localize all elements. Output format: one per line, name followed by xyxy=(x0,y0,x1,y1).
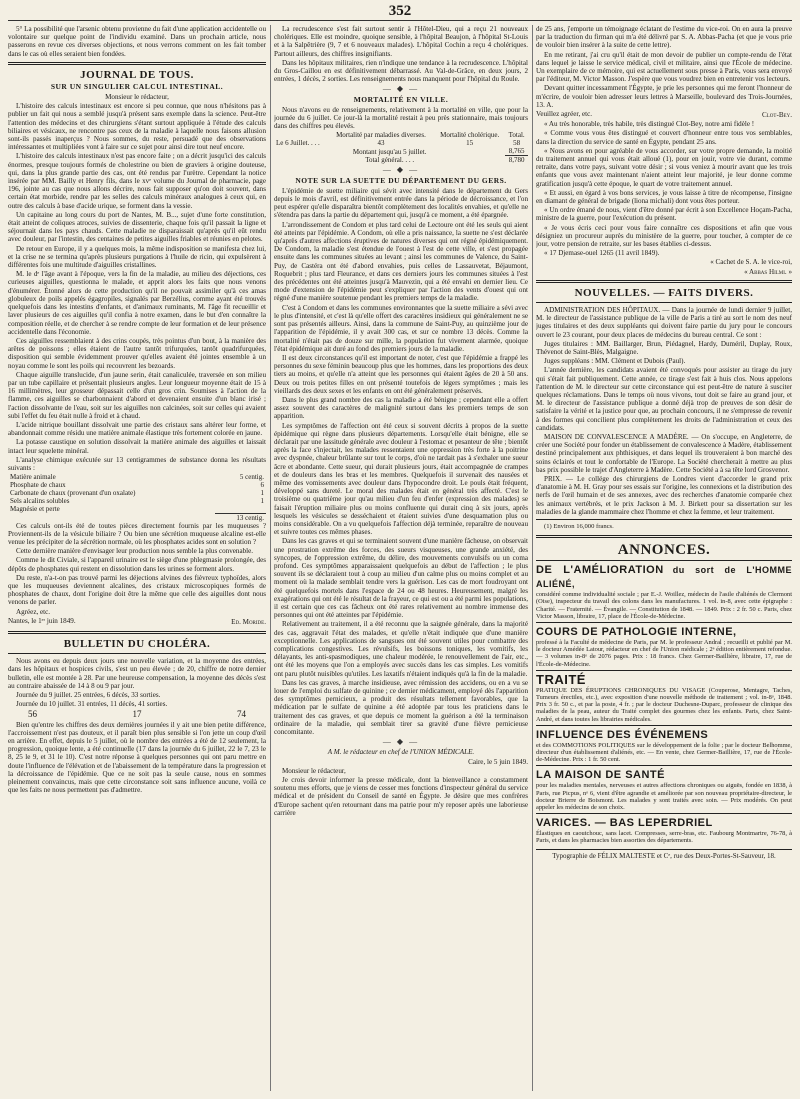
news-title: NOUVELLES. — FAITS DIVERS. xyxy=(574,286,754,299)
ad-headline: VARICES. — BAS LEPERDRIEL xyxy=(536,817,713,830)
analysis-label: Sels alcalins solubles xyxy=(10,497,70,506)
firman-paragraph: « 17 Djemase-ouel 1265 (11 avril 1849). xyxy=(544,249,660,258)
paragraph: Nous n'avons eu de renseignements, relativement à la mortalité en ville, que pour la journée du 6 juillet. Ce jour-là la mortalité restait à peu près stationnaire, mais toujours dans des chiffres peu élevés. xyxy=(274,105,528,131)
table-row xyxy=(8,505,266,513)
ads-title: ANNONCES. xyxy=(617,542,711,559)
mort-total-label: Total général. . . . xyxy=(365,156,415,165)
paragraph: ADMINISTRATION DES HÔPITAUX. — Dans la journée de lundi dernier 9 juillet, M. le directeur de l'assistance publique de la ville de Paris a tiré au sort le nom des neuf juges titulaires et des deux suppléants qui doivent faire partie du jury pour le concours ouvert le 23 courant, pour deux places de médecins du bureau central. Ce sont : xyxy=(536,305,792,339)
paragraph: MAISON DE CONVALESCENCE A MADÈRE. — On s'occupe, en Angleterre, de créer une Société pour fonder un établissement de convalescence à Madère, établissement destiné principalement aux phthisiques, et dans lequel ils trouveraient à bon marché des soins éclairés et tout le confortable de l'Europe. La Société chercherait à mettre au plus bas prix possible le trajet d'Angleterre à Madère. Cette Société a à sa tête lord Grosvenor. xyxy=(536,432,792,474)
article-title: SUR UN SINGULIER CALCUL INTESTINAL. xyxy=(50,81,224,91)
paragraph: Du reste, n'a-t-on pas trouvé parmi les déjections alvines des fièvreux typhoïdes, alors que les muqueuses deviennent alcalines, des cristaux microscopiques formés de phosphates de chaux, dont l'origine doit être la même que celle des aiguilles dont nous venons de parler. xyxy=(8,573,266,607)
closing: Agréez, etc. xyxy=(16,607,51,616)
paragraph: Comme le dit Civiale, si l'appareil urinaire est le siège d'une phlegmasie prolongée, des dépôts de phosphates qui restent en dissolution dans les urines se forment alors. xyxy=(8,556,266,573)
paragraph: L'analyse chimique exécutée sur 13 centigrammes de substance donna les résultats suivants : xyxy=(8,455,266,472)
total-exits: 74 xyxy=(237,709,246,720)
signature-name: Clot-Bey. xyxy=(762,111,792,120)
advertisement xyxy=(536,670,792,725)
ad-text: et des COMMOTIONS POLITIQUES sur le développement de la folie ; par le docteur Belhomme, directeur d'un établissement d'aliénés, etc. — En vente, chez Germer-Baillière, 17, rue de l'École-de-Médecine. Prix : 1 fr. 50 cent. xyxy=(536,741,792,764)
paragraph: De retour en Europe, il y a quelques mois, la même indisposition se manifesta chez lui, et la crise ne se termina qu'après plusieurs purgations à l'huile de ricin, qui expulsèrent à différentes fois une multitude d'aiguilles cristallines. xyxy=(8,244,266,270)
column-2 xyxy=(274,25,528,1091)
mort-value: 15 xyxy=(466,139,474,148)
paragraph: L'histoire des calculs intestinaux est encore si peu connue, que nous n'hésitons pas à publier un fait qui nous a semblé jusqu'à présent sans exemple dans la science. Peut-être l'attention des médecins et des chirurgiens s'étant surtout appliquée à l'étude des calculs biliaires et vésicaux, ne rencontre pas ceux de la maladie à laquelle nous faisons allusion sont-ils passés inaperçus ? Nous sommes, du reste, persuadé que des observations intéressantes et multipliées vont à faire sur ce sujet pour ainsi dire tout neuf encore. xyxy=(8,102,266,152)
analysis-label: Matière animale xyxy=(10,473,56,482)
mort-header: Total. xyxy=(508,131,525,140)
paragraph: Relativement au traitement, il a été reconnu que la saignée générale, dans la majorité des cas, aggravait l'état des malades, et qu'elle n'était indiquée que d'une manière exceptionnelle. Les applications de sangsues ont été souvent utiles pour combattre des complications congestives. Les révulsifs, les boissons toniques, les vomitifs, les délayants, les anti-spasmodiques, une chaleur modérée, le renouvellement de l'air, etc., ont été les moyens que l'on a employés avec succès dans les cas simples. Les vomitifs ont paru plutôt nuisibles qu'utiles. Les laxatifs n'étaient indiqués qu'à la fin de la maladie. xyxy=(274,620,528,678)
firman-paragraph: « Et aussi, en égard à vos bons services, je vous laisse à titre de récompense, l'insigne en diamant de général de brigade (liona michali) dont vous êtes porteur. xyxy=(536,188,792,206)
journal-title: JOURNAL DE TOUS. xyxy=(80,68,194,81)
analysis-value: 1 xyxy=(260,489,264,498)
ad-headline: COURS DE PATHOLOGIE INTERNE, xyxy=(536,625,737,638)
firman-signature: « Abbas Hilmi. » xyxy=(744,267,792,276)
advertisement xyxy=(536,765,792,813)
analysis-label: Magnésie et perte xyxy=(10,505,60,514)
table-row xyxy=(8,513,266,522)
advertisement xyxy=(536,813,792,846)
analysis-label: Carbonate de chaux (provenant d'un oxalate) xyxy=(10,489,136,498)
paragraph: Dans les cas graves, à marche insidieuse, avec rémission des accidens, ou en a vu se louer de l'emploi du sulfate de quinine ; ce dernier médicament, employé dès l'apparition des symptômes pernicieux, a produit des résultats tellement favorables, que la médication par le sulfate de quinine a été adoptée par tous les praticiens dans le traitement des cas graves, et que depuis ce moment la guérison a été la terminaison ordinaire de la maladie, qui semblait tirer sa gravité d'une fièvre pernicieuse concomitante. xyxy=(274,678,528,737)
table-row xyxy=(8,497,266,505)
paragraph: PRIX. — Le collége des chirurgiens de Londres vient d'accorder le grand prix d'anatomie à M. H. Gray pour ses essais sur l'origine, les connexions et la distribution des nerfs de l'œil humain et de ses annexes, avec des recherches d'anatomie comparée chez les animaux vertébrés, et le prix Jackson à M. J. Birkett pour sa dissertation sur les maladies de la glande mammaire chez l'homme et chez la femme, et leur traitement. xyxy=(536,474,792,516)
ad-headline: du sort de L'HOMME ALIÉNÉ, xyxy=(536,565,792,590)
table-row xyxy=(274,156,528,165)
table-row xyxy=(274,147,528,156)
mort-value: 43 xyxy=(377,139,385,148)
paragraph: C'est à Condom et dans les communes environnantes que la suette miliaire a sévi avec le plus d'intensité, et c'est là qu'elle offert des caractères insidieux qui généralement ne se sont pas présentés ailleurs. Ainsi, dans la commune de Saint-Puy, au quinzième jour de l'apparition de l'épidémie, il y avait 300 cas, et sur ce nombre 13 décès. Comme la mortalité n'était pas de douze sur mille, la population fut vivement alarmée, quoique l'état épidémique ait duré au fond des premiers jours de la maladie. xyxy=(274,303,528,353)
top-rule xyxy=(8,20,792,21)
letter-heading: A M. le rédacteur en chef de l'UNION MÉDICALE. xyxy=(327,748,475,757)
firman-paragraph: « Au très honorable, très habile, très distingué Clot-Bey, notre ami fidèle ! xyxy=(544,120,755,129)
ad-headline: TRAITÉ xyxy=(536,671,586,687)
paragraph: Ces aiguilles ressemblaient à des crins coupés, très pointus d'un bout, à la manière des arêtes de poissons ; elles étaient de l'autre tantôt trifurquées, tantôt quadrifurquées, disposition qui semble évidemment prouver qu'elles avaient été jointes ensemble à un noyau comme le sont les poils qui recouvrent les bezoards. xyxy=(8,336,266,370)
mort-sum-label: Montant jusqu'au 5 juillet. xyxy=(352,147,427,156)
paragraph: Cette dernière manière d'envisager leur production nous semble la plus convenable. xyxy=(16,547,254,556)
signature-name: Ed. Moride. xyxy=(231,617,266,626)
mort-row-label: Le 6 Juillet. . . . xyxy=(276,139,320,148)
paragraph: Devant quitter incessamment l'Égypte, je prie les personnes qui me feront l'honneur de m'écrire, de vouloir bien adresser leurs lettres à Marseille, boulevard des Trois-Journées, 13. A. xyxy=(536,84,792,109)
paragraph: Nous avons eu depuis deux jours une nouvelle variation, et la moyenne des entrées, dans les hôpitaux et hospices civils, s'est un peu élevée ; de 20, chiffre de notre dernier bulletin, elle est montée à 28. Par une heureuse compensation, la moyenne des décès s'est au contraire abaissée de 14 à 8 ou 9 par jour. xyxy=(8,657,266,690)
paragraph: Les symptômes de l'affection ont été ceux si souvent décrits à propos de la suette épidémique qui règne dans plusieurs départements. Lorsqu'elle était bénigne, elle se déclarait par une lassitude générale avec douleur à l'estomac et pesanteur de tête ; bientôt après la face s'injectait, les malades ressentaient une oppression très forte à la poitrine avec dyspnée, chaleur brûlante sur tout le corps, d'où ne tardait pas à s'exhaler une sueur âcre et abondante. Cette sueur, qui durait plusieurs jours, était accompagnée de crampes et de douleurs dans les bras et les membres. Quelquefois il survenait des nausées et même des vomissements avec douleur dans l'hypocondre droit. Le pouls était fréquent, développé sans dureté. Le moral des malades était en général très affecté. C'est le troisième ou quatrième jour qu'au milieu d'un feu d'enfer (expression des malades) se faisait l'éruption miliaire plus ou moins confluente qui durait cinq à six jours, après lesquels les vésicules se desséchaient et étaient suivies d'une desquamation plus ou moins considérable. On a vu quelquefois l'affection déjà terminée, reparaître de nouveau et suivre toutes ces mêmes phases. xyxy=(274,421,528,537)
paragraph: Dans les hôpitaux militaires, rien n'indique une tendance à la recrudescence. L'hôpital du Gros-Caillou en est définitivement débarrassé. Au Val-de-Grâce, en deux jours, 2 entrées, 1 décès, 2 sorties. Les renseignements nous manquent pour l'hôpital du Roule. xyxy=(274,58,528,84)
paragraph: La potasse caustique en solution dissolvait la matière animale des aiguilles et laissait intact leur squelette minéral. xyxy=(8,438,266,455)
newspaper-page xyxy=(8,3,792,1093)
firman-paragraph: « Nous avons en pour agréable de vous accorder, sur votre propre demande, la moitié du traitement annuel qui vous était alloué (1), pour en jouir, votre vie durant, comme retraite, dans votre pays, suivant votre désir ; si vous veniez à mourir avant que les trois enfants que vous avez maintenant n'aient atteint leur majorité, je leur donne comme gratification jusqu'à cette époque, le quart de votre traitement annuel. xyxy=(536,146,792,188)
table-row xyxy=(8,489,266,497)
mortality-title: MORTALITÉ EN VILLE. xyxy=(353,94,449,104)
paragraph: Je crois devoir informer la presse médicale, dont la bienveillance a constamment soutenu mes efforts, que je viens de cesser mes fonctions d'inspecteur général du service médical et de président du Conseil de santé en Égypte. Je désire que mes confrères d'Europe sachent qu'en retournant dans ma patrie pour m'y reposer après une laborieuse carrière xyxy=(274,776,528,817)
totals-row xyxy=(8,710,266,718)
divider xyxy=(8,653,266,654)
day-report: Journée du 10 juillet. 31 entrées, 11 décès, 41 sorties. xyxy=(16,700,168,709)
paragraph: L'histoire des calculs intestinaux n'est pas encore faite ; on a décrit jusqu'ici des calculs énormes, presque toujours formés de cholestrine ou bien de graviers à origine douteuse, qui, dans la plus grande partie des cas, ont été rendus par l'urètre. Cependant la notice insérée par MM. Bailly et Henry fils, dans le xvᵉ volume du Journal de pharmacie, page 196, jointe au cas que nous allons décrire, nous fait supposer qu'on doit souvent, dans certain état morbide, rendre par les selles des calculs minéraux analogues à ceux qui, en outre des calculs à base d'acide urique, se forment dans la vessie. xyxy=(8,152,266,210)
firman-paragraph: « Je vous écris ceci pour vous faire connaître ces dispositions et afin que vous désigniez un procureur auprès du ministère de la guerre, pour toucher, à compter de ce jour, votre pension de retraite, sur les bases établies ci-dessus. xyxy=(536,223,792,249)
ornament-divider: — ◆ — xyxy=(382,737,420,747)
ad-text: pour les maladies mentales, nerveuses et autres affections chroniques ou aiguës, fondée en 1838, à Paris, rue Picpus, nᵒ 6, vient d'être agrandie et améliorée par son nouveau propriétaire-directeur, le docteur Brierre de Boismont. Les malades y sont traités avec soin. — Prix modérés. On peut appeler les médecins de son choix. xyxy=(536,782,792,812)
mort-total: 8,780 xyxy=(505,156,528,165)
paragraph: Dans les cas graves et qui se terminaient souvent d'une manière fâcheuse, on observait une prostration extrême des forces, des sueurs visqueuses, une grande anxiété, des syncopes, de l'oppression extrême, du délire, des mouvements convulsifs ou un coma profond. Ces symptômes apparaissaient quelquefois au début de l'affection ; le plus souvent ils se déclaraient tout à coup au milieu d'un calme plus ou moins complet et au moment où la malade semblait tendre vers la guérison. Les cas de mort foudroyant ont été quelquefois mortels dans l'espace de 24 ou 48 heures. Heureusement, malgré les exagérations qui ont été le résultat de la frayeur, ce qui est ou a été parmi les populations, il est certain que ces cas fâcheux ont été rares relativement au nombre immense des personnes qui ont été atteintes par l'épidémie. xyxy=(274,537,528,620)
firman-seal: « Cachet de S. A. le vice-roi, xyxy=(710,258,792,267)
advertisement xyxy=(536,560,792,622)
analysis-value: 5 centig. xyxy=(239,473,264,482)
paragraph: Ces calculs ont-ils été de toutes pièces directement fournis par les muqueuses ? Proviennent-ils de la vésicule biliaire ? Ou bien une sécrétion muqueuse alcaline est-elle venue les précipiter de la sécrétion normale, où les phosphates acides sont en solution ? xyxy=(8,521,266,547)
mortality-table xyxy=(274,131,528,164)
table-header-row xyxy=(274,131,528,139)
ad-text: considéré comme individualité sociale ; par E.-J. Woillez, médecin de l'asile d'aliénés de Clermont (Oise), inspecteur du travail des colons dans les manufactures. 1 vol. in-8, avec cette épigraphe : Charité. — Fraternité. — Évangile. — Constitution de 1848. — 1849. Prix : 2 fr. 50 c. Paris, chez Victor Masson, libraire, 17, place de l'École-de-Médecine. xyxy=(536,591,792,620)
column-1 xyxy=(8,25,266,1091)
signature-place: Nantes, le 1ᵉʳ juin 1849. xyxy=(8,616,76,625)
ornament-divider: — ◆ — xyxy=(382,84,420,94)
advertisement xyxy=(536,725,792,766)
column-3 xyxy=(536,25,792,1091)
analysis-total: 13 centig. xyxy=(215,513,266,522)
section-divider xyxy=(8,631,266,634)
analysis-value xyxy=(215,505,266,513)
ad-headline: DE L'AMÉLIORATION xyxy=(536,564,664,577)
mort-header: Mortalité cholérique. xyxy=(440,131,500,140)
analysis-value: 6 xyxy=(260,481,264,490)
ad-text: professé à la Faculté de médecine de Paris, par M. le professeur Andral ; recueilli et publié par M. le docteur Amédée Latour, rédacteur en chef de l'Union médicale ; 2ᵉ édition entièrement refondue. — 3 volumes in-8ᵒ de 2076 pages. Prix : 18 francs. Chez Germer-Baillière, libraire, 17, rue de l'École-de-Médecine. xyxy=(536,638,792,668)
paragraph: Un capitaine au long cours du port de Nantes, M. B..., sujet d'une forte constitution, était atteint de coliques atroces, suivies de dissenterie, chaque fois qu'il passait la ligne et séjournait dans les pays chauds. Cette maladie ne disparaissait qu'après qu'il eût rendu avec douleur, par l'intestin, des centaines de petites aiguilles friables et réunies en pelotes. xyxy=(8,210,266,244)
section-divider xyxy=(536,280,792,283)
firman-paragraph: « Comme vous vous êtes distingué et couvert d'honneur entre tous vos semblables, dans la direction du service de santé en Égypte, pendant 25 ans. xyxy=(536,129,792,146)
table-row xyxy=(274,139,528,147)
mort-sum: 8,765 xyxy=(508,147,525,156)
table-row xyxy=(8,481,266,489)
paragraph: Juges suppléans : MM. Clément et Dubois (Paul). xyxy=(544,357,686,366)
signature-block xyxy=(8,617,266,627)
paragraph: L'arrondissement de Condom et plus tard celui de Lectoure ont été les seuls qui aient été atteints par l'épidémie. A Condom, où elle a pris naissance, la suette ne s'est déclarée qu'après d'autres affections éruptives de natures diverses qui ont régné épidémiquement. De Condom, la maladie s'est étendue de l'ouest à l'est de cette ville, et s'est propagée ensuite dans les communes situées au levant ; ainsi les communes de Valence, du Saint-Puy, de Castéra ont été d'abord envahies, puis celles de Lassauvetat, Béjaumont, Roquebrit ; plus tard Fleurance, et dans ces derniers jours les communes situées à l'est des précédentes ont été atteintes jusqu'à Mauvezin, qui a été envahi en dernier lieu. Ce mode d'extension de l'épidémie peut s'expliquer par l'action des vents d'ouest qui ont régné d'une manière soutenue pendant les premiers temps de la maladie. xyxy=(274,220,528,303)
letter-salutation: Monsieur le rédacteur, xyxy=(282,766,346,775)
paragraph: Il est deux circonstances qu'il est important de noter, c'est que l'épidémie a frappé les personnes du sexe féminin beaucoup plus que les hommes, dans les proportions des deux tiers au moins, et qu'elle n'a atteint que les personnes qui étaient âgées de 20 à 50 ans. Deux ou trois petites filles en ont présenté toutefois de légers symptômes ; mais les vieillards des deux sexes et les enfants en ont été généralement préservés. xyxy=(274,353,528,395)
intro-paragraph: 5° La possibilité que l'arsenic obtenu provienne du fait d'une application accidentelle ou volontaire sur quelque point de l'individu examiné. Dans un prochain article, nous passerons en revue ces diverses objections, et nous verrons comment on les fait tomber dans le cas où elles seraient bien fondées. xyxy=(8,25,266,58)
total-deaths: 17 xyxy=(132,709,142,720)
analysis-value: 1 xyxy=(260,497,264,506)
paragraph: L'année dernière, les candidats avaient été convoqués pour assister au tirage du jury qui s'était fait publiquement. Cette année, ce tirage s'est fait à huis clos. Nous appelons l'attention de M. le directeur sur cette circonstance qui est peut-être de nature à susciter quelques réclamations. Dans le temps où nous vivons, tout doit se faire au grand jour, et M. le directeur de l'assistance publique a donné déjà trop de preuves de son désir de satisfaire la vérité et la justice pour que, au prochain concours, il ne s'empresse de revenir à des formes qui concilient plus complètement les droits de l'administration et ceux des candidats. xyxy=(536,366,792,432)
page-number: 352 xyxy=(388,3,412,19)
gers-title: NOTE SUR LA SUETTE DU DÉPARTEMENT DU GERS. xyxy=(295,175,507,185)
analysis-table xyxy=(8,473,266,522)
ad-text: Élastiques en caoutchouc, sans lacet. Compresses, serre-bras, etc. Faubourg Montmartre, 76-78, à Paris, et dans les pharmacies bien assorties des départements. xyxy=(536,830,792,845)
footnote: (1) Environ 16,000 francs. xyxy=(544,522,614,530)
day-report: Journée du 9 juillet. 25 entrées, 6 décès, 33 sorties. xyxy=(16,690,161,699)
total-entries: 56 xyxy=(28,709,37,720)
paragraph: M. le dᵉ l'âge avant à l'époque, vers la fin de la maladie, au milieu des déjections, ces curieuses aiguilles, questionna le malade, et apprit alors les faits que nous venons d'énumérer. Étonné alors de cette production qu'il ne pouvait assimiler qu'à ces amas globuleux de poils appelés égagropiles, signalés par Berzélius, comme ayant été trouvés quelquefois dans les intestins d'enfants, et d'animaux ruminants, M. l'âge fit recueillir et laver plusieurs de ces aiguilles qu'il confia à notre examen, dans le but d'en connaître la composition réelle, et de chercher à se rendre compte de leur formation et de leur présence accidentelle dans l'économie. xyxy=(8,270,266,336)
paragraph: Chaque aiguille translucide, d'un jaune serin, était canaliculée, traversée en son milieu par un tube capillaire et présentait plusieurs angles. Leur longueur moyenne était de 15 à 16 millimètres, leur grosseur dépassait celle d'un gros crin. Soumises à l'action de la flamme, ces aiguilles se charbonnaient d'abord et devenaient ensuite d'un blanc irisé ; l'action dissolvante de l'eau, soit sur les aiguilles non calcinées, soit sur celles qui avaient subi l'effet du feu était nulle à froid et à chaud. xyxy=(8,370,266,420)
mort-header: Mortalité par maladies diverses. xyxy=(336,131,426,140)
analysis-label: Phosphate de chaux xyxy=(10,481,66,490)
closing: Veuillez agréer, etc. xyxy=(536,110,593,119)
mort-value: 58 xyxy=(513,139,521,148)
salutation: Monsieur le rédacteur, xyxy=(105,93,169,102)
letter-place: Caire, le 5 juin 1849. xyxy=(468,757,528,766)
section-divider xyxy=(536,535,792,538)
paragraph: L'acide nitrique bouillant dissolvait une partie des cristaux sans altérer leur forme, et abandonnait comme résidu une matière animale élastique très fortement colorée en jaune. xyxy=(8,420,266,438)
ad-headline: LA MAISON DE SANTÉ xyxy=(536,769,665,782)
column-rule xyxy=(532,25,533,1091)
printer-imprint: Typographie de FÉLIX MALTESTE et Cᵉ, rue des Deux-Portes-St-Sauveur, 18. xyxy=(536,849,792,860)
paragraph: Bien qu'entre les chiffres des deux dernières journées il y ait une bien petite différence, l'accroissement n'est pas douteux, et il paraît bien plus sensible si l'on jette un coup d'œil en arrière. En effet, depuis le 5 juillet, où le nombre des entrées a été de 12 seulement, la progression, quoique lente, a été continuelle (17 dans la journée du 6 juillet, 22 le 7, 23 le 8, 25 le 9, et 31 le 10). C'est notre réponse à quelques personnes qui ont paru mettre en doute l'influence de l'élévation et de l'abaissement de la température dans la progression et la décroissance de l'épidémie. Que ce ne soit pas la seule cause, nous en sommes pleinement convaincus, mais que cette circonstance soit sans influence aucune, voilà ce que les faits ne nous permettent pas d'admettre. xyxy=(8,720,266,795)
paragraph: de 25 ans, j'emporte un témoignage éclatant de l'estime du vice-roi. On en aura la preuve par la traduction du firman qui m'a été délivré par S. A. Abbas-Pacha (et que je vous prie de vouloir bien insérer à la suite de cette lettre). xyxy=(536,25,792,50)
ad-text: PRATIQUE DES ÉRUPTIONS CHRONIQUES DU VISAGE (Couperose, Mentagre, Taches, Tumeurs érectiles, etc.), avec exposition d'une nouvelle méthode de traitement ; vol. in-8ᵒ, 1848. Prix 3 fr. 50 c., et par la poste, 4 fr. ; par le docteur Duchesne-Duparc, professeur de clinique des maladies de la peau, auteur du Traité complet des gourmes chez les enfants. Paris, chez Saint-André, et dans toutes les librairies médicales. xyxy=(536,686,792,723)
paragraph: Dans le plus grand nombre des cas la maladie a été bénigne ; cependant elle a offert assez souvent des caractères de malignité surtout dans les premiers temps de son apparition. xyxy=(274,395,528,421)
column-rule xyxy=(270,25,271,1091)
advertisement xyxy=(536,622,792,670)
divider xyxy=(536,519,792,520)
table-row xyxy=(8,473,266,481)
ad-headline: INFLUENCE DES ÉVÉNEMENS xyxy=(536,728,709,741)
section-divider xyxy=(8,62,266,65)
paragraph: En me retirant, j'ai cru qu'il était de mon devoir de publier un compte-rendu de l'état dans lequel je laisse le service médical, civil et militaire, ainsi que l'École de médecine. Un exemplaire de ce mémoire, qui est actuellement sous presse à Paris, vous sera envoyé par l'éditeur, M. Victor Masson. J'espère que vous voudrez bien en entretenir vos lecteurs. xyxy=(536,50,792,84)
ornament-divider: — ◆ — xyxy=(382,165,420,175)
paragraph: L'épidémie de suette miliaire qui sévit avec intensité dans le département du Gers depuis le mois d'avril, est définitivement entrée dans la période de décroissance, et l'on peut espérer qu'elle disparaîtra bientôt complètement des localités envahies, et qu'elle ne s'étendra pas dans la partie du département qui, jusqu'à ce moment, a été épargnée. xyxy=(274,186,528,220)
letter-sign-block xyxy=(536,110,792,120)
paragraph: La recrudescence s'est fait surtout sentir à l'Hôtel-Dieu, qui a reçu 21 nouveaux cholériques. Elle est moindre, quoique sensible, à l'hôpital Beaujon, à l'hôpital St-Louis et à la Salpêtrière (9, 7 et 6 nouveaux malades). L'hôpital Cochin a reçu 4 cholériques. Partout ailleurs, des chiffres insignifiants. xyxy=(274,25,528,58)
paragraph: Juges titulaires : MM. Baillarger, Brun, Piédagnel, Hardy, Duméril, Duplay, Roux, Thévenot de Saint-Blès, Malgaigne. xyxy=(536,339,792,356)
firman-paragraph: « Un ordre émané de nous, vient d'être donné par écrit à son Excellence Hoçam-Pacha, ministre de la guerre, pour l'exécution du présent. xyxy=(536,206,792,223)
bulletin-title: BULLETIN DU CHOLÉRA. xyxy=(63,638,211,651)
divider xyxy=(536,302,792,303)
